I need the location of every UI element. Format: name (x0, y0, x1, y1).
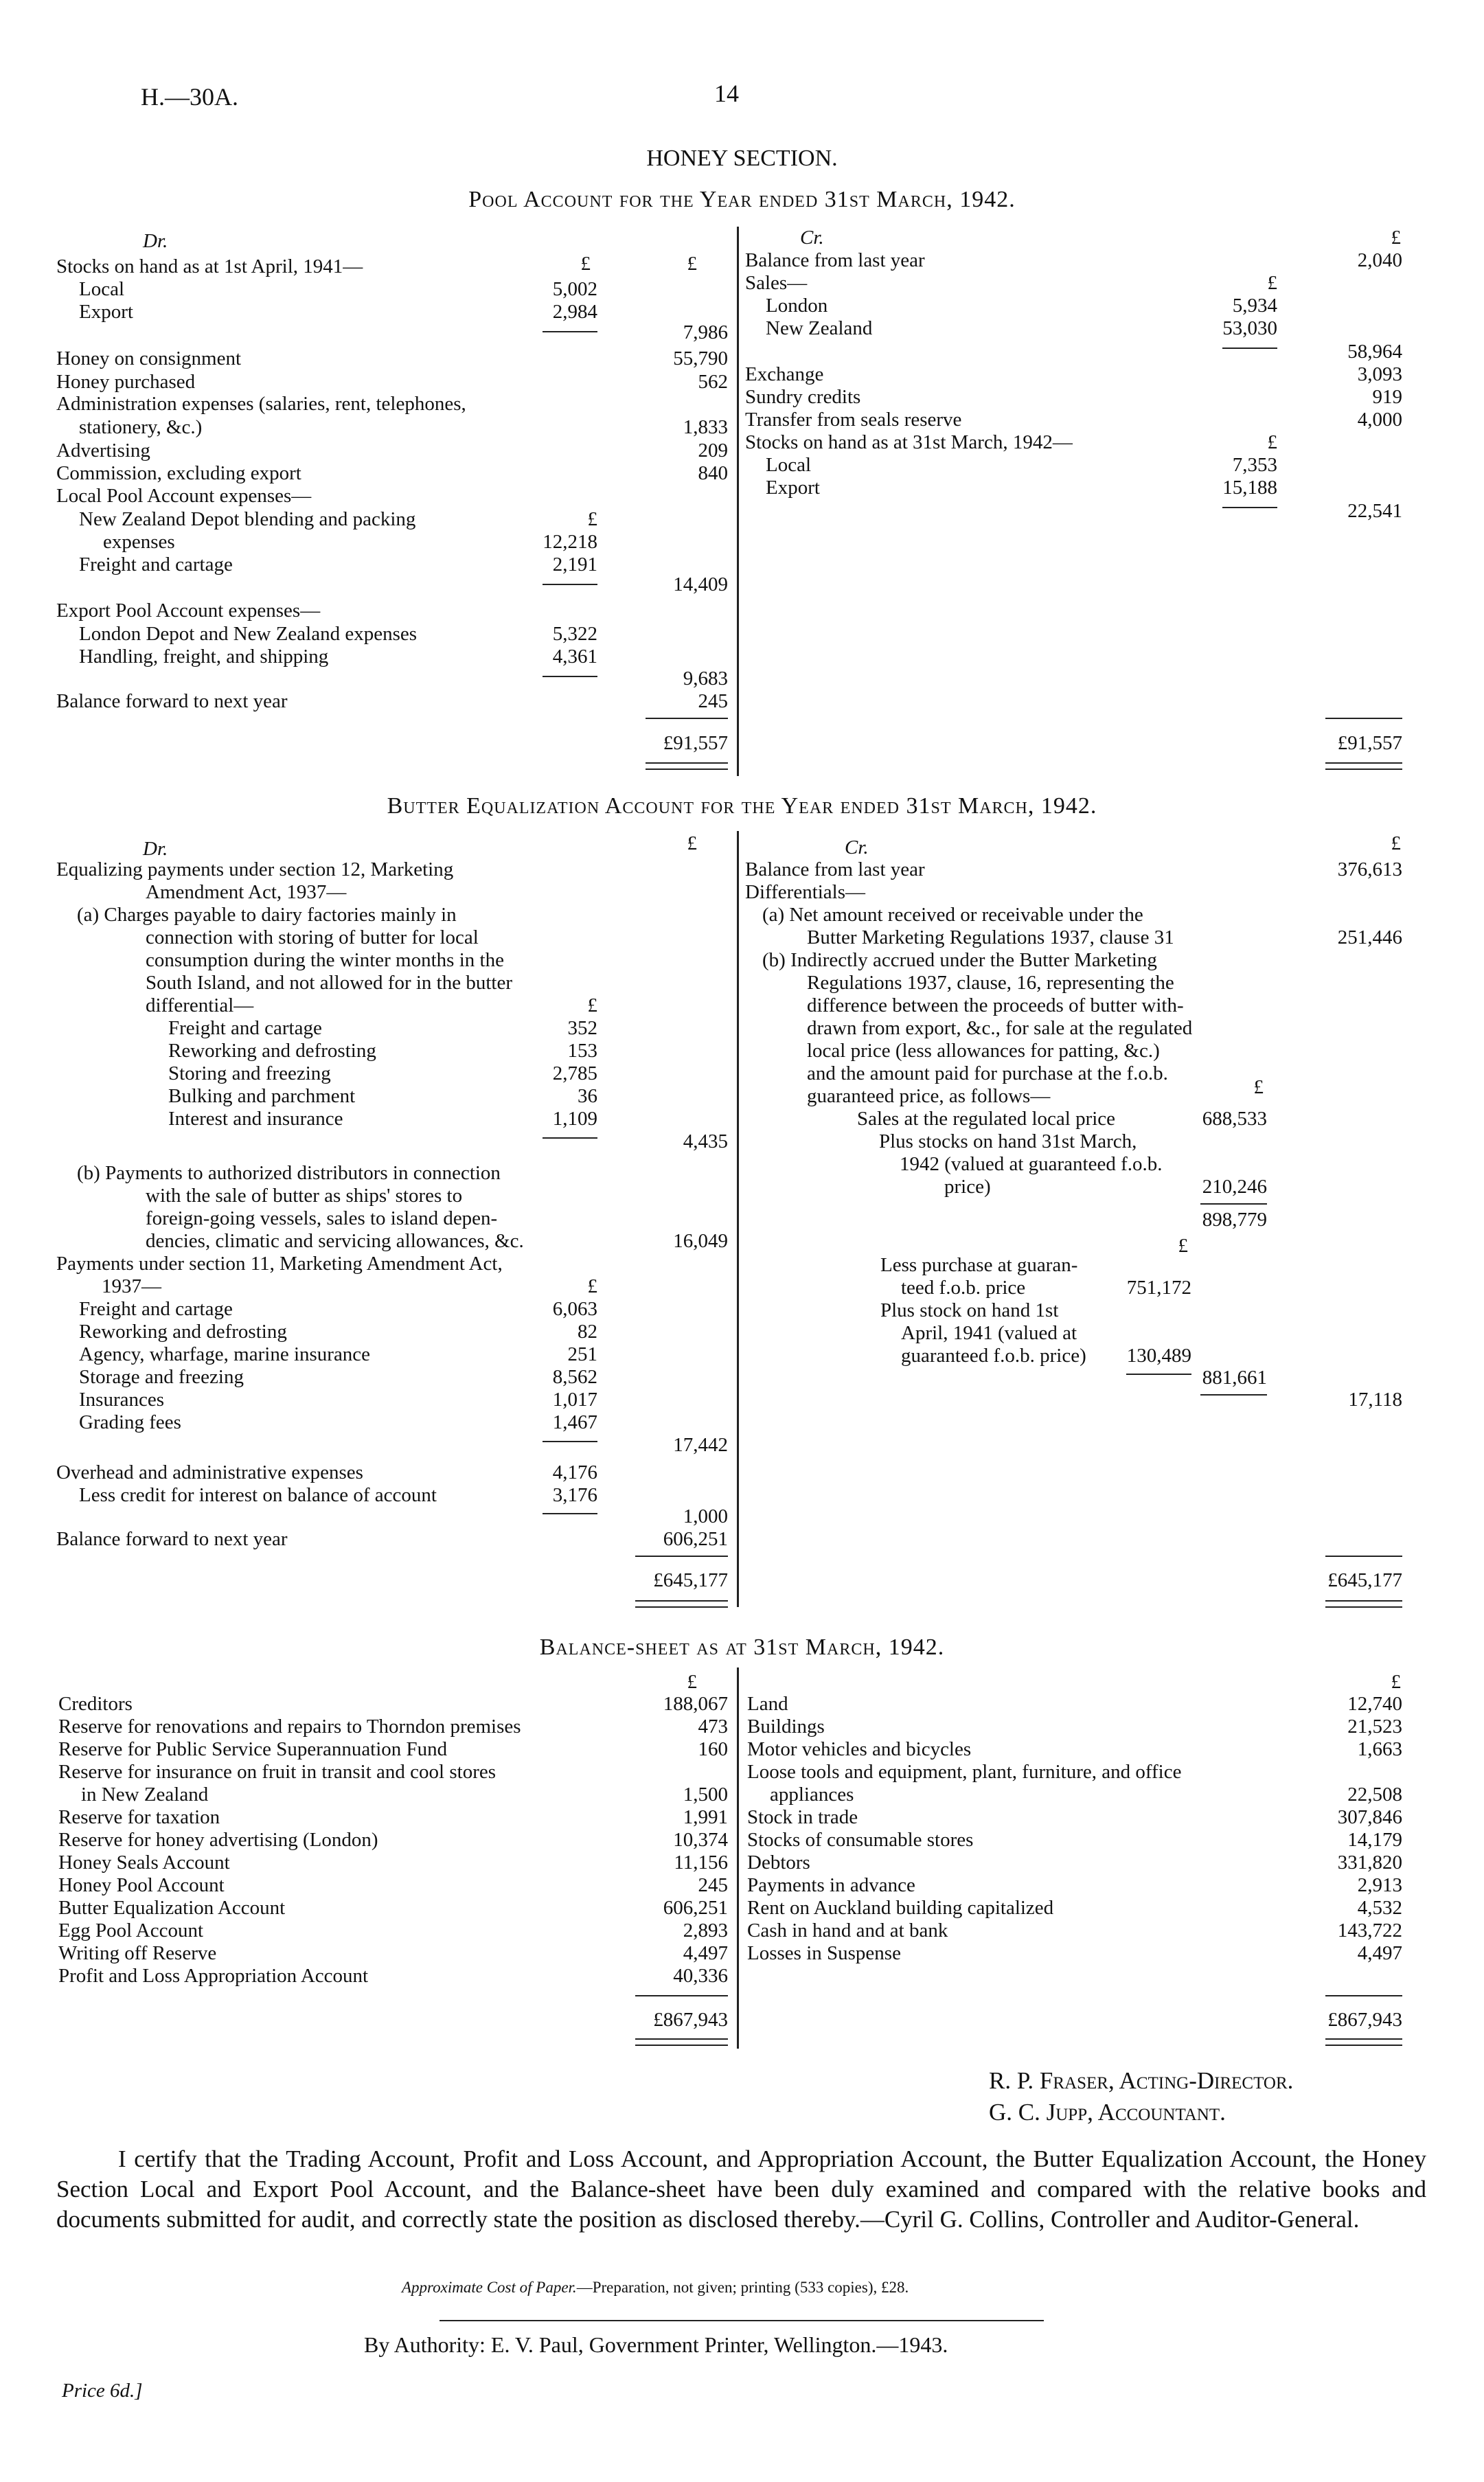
butter-dr-s11-item: Agency, wharfage, marine insurance (79, 1343, 371, 1365)
butter-dr-a-item: Freight and cartage (168, 1017, 322, 1039)
rule (1200, 1394, 1267, 1396)
pool-cr-label: Cr. (800, 227, 824, 249)
pool-cr-sales-label: Sales— (745, 272, 808, 294)
pool-cr-sales-total: 58,964 (1347, 341, 1402, 363)
butter-cr-diff-label: Differentials— (745, 881, 866, 903)
butter-cr-b-line2: Regulations 1937, clause, 16, representing the (807, 972, 1174, 994)
asset-label: Cash in hand and at bank (747, 1920, 948, 1942)
asset-label: Stock in trade (747, 1806, 858, 1828)
liability-label: Honey Seals Account (58, 1852, 230, 1874)
butter-dr-b-line1: (b) Payments to authorized distributors in connection (77, 1162, 501, 1184)
pool-cr-export-label: Export (766, 477, 820, 499)
liability-value: 11,156 (674, 1852, 728, 1874)
butter-dr-eq-line2: Amendment Act, 1937— (146, 881, 347, 903)
pool-dr-londondepot-value: 5,322 (552, 623, 597, 645)
pool-cr-pound: £ (1391, 227, 1401, 249)
pool-cr-export-value: 15,188 (1222, 477, 1277, 499)
double-rule (646, 762, 728, 770)
butter-dr-s11-item: Reworking and defrosting (79, 1321, 287, 1343)
liabilities-pound: £ (687, 1671, 697, 1693)
pool-dr-freight-label: Freight and cartage (79, 554, 233, 576)
pool-dr-local-value: 5,002 (552, 278, 597, 300)
rule (1222, 348, 1277, 349)
asset-label: Losses in Suspense (747, 1942, 901, 1964)
liability-value: 473 (698, 1716, 728, 1738)
asset-value: 1,663 (1357, 1738, 1402, 1760)
asset-label: Rent on Auckland building capitalized (747, 1897, 1054, 1919)
liability-value: 2,893 (683, 1920, 728, 1942)
liability-value: 245 (698, 1874, 728, 1896)
rule (635, 1995, 728, 1996)
double-rule (1325, 1600, 1402, 1608)
butter-dr-a-line3: consumption during the winter months in the (146, 949, 504, 971)
pool-cr-sales-pound: £ (1267, 272, 1277, 294)
pool-dr-balance-label: Balance forward to next year (56, 690, 288, 712)
liability-label: Writing off Reserve (58, 1942, 217, 1964)
pool-cr-stocks-total: 22,541 (1347, 500, 1402, 522)
pool-cr-exchange-label: Exchange (745, 363, 824, 385)
pool-dr-balance-value: 245 (698, 690, 728, 712)
butter-dr-s11-item-value: 1,017 (552, 1389, 597, 1411)
pool-dr-nzdepot-pound: £ (587, 508, 597, 530)
double-rule (635, 1600, 728, 1608)
butter-dr-total: £645,177 (653, 1569, 728, 1591)
pool-dr-export-value: 2,984 (552, 301, 597, 323)
balance-divider (737, 1667, 739, 2049)
asset-label: Debtors (747, 1852, 810, 1874)
pool-dr-label: Dr. (143, 230, 168, 252)
cost-text: —Preparation, not given; printing (533 copies), £28. (576, 2279, 909, 2296)
rule (1200, 1203, 1267, 1205)
pool-dr-handling-value: 4,361 (552, 646, 597, 668)
butter-dr-a-pound: £ (587, 994, 597, 1016)
pool-dr-advertising-label: Advertising (56, 440, 150, 462)
liability-value: 4,497 (683, 1942, 728, 1964)
butter-dr-overhead-label: Overhead and administrative expenses (56, 1461, 363, 1483)
asset-label: Motor vehicles and bicycles (747, 1738, 972, 1760)
liability-label: Reserve for taxation (58, 1806, 220, 1828)
butter-cr-a-line2: Butter Marketing Regulations 1937, clause 31 (807, 926, 1174, 948)
butter-cr-b-line3: difference between the proceeds of butter with- (807, 994, 1184, 1016)
butter-dr-a-item-value: 352 (567, 1017, 597, 1039)
butter-cr-less-line2: teed f.o.b. price (901, 1277, 1026, 1299)
butter-dr-a-item: Reworking and defrosting (168, 1040, 376, 1062)
section-title: HONEY SECTION. (646, 146, 838, 171)
butter-dr-s11-item-value: 82 (578, 1321, 597, 1343)
asset-value: 21,523 (1347, 1716, 1402, 1738)
butter-cr-plus2-line2: April, 1941 (valued at (901, 1322, 1077, 1344)
pool-dr-commission-value: 840 (698, 462, 728, 484)
rule (646, 718, 728, 719)
butter-dr-s11-item-value: 1,467 (552, 1411, 597, 1433)
liability-value: 10,374 (673, 1829, 728, 1851)
pool-cr-local-label: Local (766, 454, 812, 476)
butter-cr-plus2-line3: guaranteed f.o.b. price) (901, 1345, 1086, 1367)
butter-dr-s11-item: Storage and freezing (79, 1366, 244, 1388)
butter-cr-less-line1: Less purchase at guaran- (880, 1254, 1078, 1276)
pool-dr-exportpool-total: 9,683 (683, 668, 728, 690)
rule (1325, 718, 1402, 719)
butter-cr-total: £645,177 (1327, 1569, 1402, 1591)
pool-dr-nzdepot-line2: expenses (103, 531, 175, 553)
pool-cr-transfer-label: Transfer from seals reserve (745, 409, 962, 431)
butter-dr-lesscredit-label: Less credit for interest on balance of account (79, 1484, 437, 1506)
butter-cr-a-value: 251,446 (1337, 926, 1402, 948)
pool-dr-nzdepot-value: 12,218 (543, 531, 597, 553)
butter-cr-balance-value: 376,613 (1337, 858, 1402, 880)
double-rule (635, 2038, 728, 2046)
asset-label: Buildings (747, 1716, 825, 1738)
butter-cr-b-line1: (b) Indirectly accrued under the Butter Marketing (762, 949, 1157, 971)
butter-dr-a-item-value: 2,785 (552, 1062, 597, 1084)
signature-accountant: G. C. Jupp, Accountant. (989, 2099, 1226, 2126)
butter-dr-a-item-value: 153 (567, 1040, 597, 1062)
asset-label: Payments in advance (747, 1874, 915, 1896)
rule (543, 331, 597, 332)
balance-sheet-title: Balance-sheet as at 31st March, 1942. (539, 1635, 945, 1660)
asset-label: appliances (770, 1784, 854, 1806)
butter-dr-s11-item: Insurances (79, 1389, 165, 1411)
butter-cr-b-line4: drawn from export, &c., for sale at the regulated (807, 1017, 1193, 1039)
butter-dr-s11-total: 17,442 (673, 1434, 728, 1456)
liability-value: 188,067 (663, 1693, 728, 1715)
liability-label: Creditors (58, 1693, 133, 1715)
rule (635, 1556, 728, 1557)
liability-label: Reserve for renovations and repairs to Thorndon premises (58, 1716, 521, 1738)
pool-cr-balance-value: 2,040 (1357, 249, 1402, 271)
butter-dr-a-item-value: 36 (578, 1085, 597, 1107)
butter-cr-salesreg-value: 688,533 (1202, 1108, 1267, 1130)
pool-dr-admin-value: 1,833 (683, 416, 728, 438)
pool-dr-export-label: Export (79, 301, 133, 323)
pool-dr-handling-label: Handling, freight, and shipping (79, 646, 329, 668)
butter-dr-lesscredit-value: 3,176 (552, 1484, 597, 1506)
liability-label: Butter Equalization Account (58, 1897, 286, 1919)
rule (543, 1441, 597, 1442)
pool-dr-admin-line2: stationery, &c.) (79, 416, 203, 438)
pool-cr-stocks-label: Stocks on hand as at 31st March, 1942— (745, 431, 1073, 453)
butter-dr-s11-line1: Payments under section 11, Marketing Amendment Act, (56, 1253, 503, 1275)
pool-dr-consignment-label: Honey on consignment (56, 348, 242, 369)
pool-cr-transfer-value: 4,000 (1357, 409, 1402, 431)
butter-cr-pound: £ (1391, 832, 1401, 854)
butter-dr-a-item: Interest and insurance (168, 1108, 343, 1130)
butter-cr-label: Cr. (845, 836, 869, 858)
liability-label: in New Zealand (81, 1784, 209, 1806)
liability-value: 1,500 (683, 1784, 728, 1806)
pool-cr-total: £91,557 (1337, 732, 1402, 754)
butter-cr-plus-line1: Plus stocks on hand 31st March, (879, 1130, 1137, 1152)
rule (1126, 1374, 1191, 1375)
pool-dr-localpool-total: 14,409 (673, 573, 728, 595)
pool-divider (737, 227, 739, 776)
double-rule (1325, 2038, 1402, 2046)
asset-value: 331,820 (1337, 1852, 1402, 1874)
butter-dr-a-line5: differential— (146, 994, 254, 1016)
butter-dr-pound: £ (687, 832, 697, 854)
asset-value: 22,508 (1347, 1784, 1402, 1806)
butter-dr-b-line2: with the sale of butter as ships' stores to (146, 1185, 463, 1207)
pool-dr-stocks-total: 7,986 (683, 321, 728, 343)
liability-value: 606,251 (663, 1897, 728, 1919)
butter-cr-b-line5: local price (less allowances for patting, &c.) (807, 1040, 1160, 1062)
asset-label: Loose tools and equipment, plant, furniture, and office (747, 1761, 1182, 1783)
asset-value: 307,846 (1337, 1806, 1402, 1828)
butter-cr-salesreg-label: Sales at the regulated local price (857, 1108, 1116, 1130)
butter-dr-overhead-net: 1,000 (683, 1505, 728, 1527)
butter-dr-a-line4: South Island, and not allowed for in the butter (146, 972, 512, 994)
rule (543, 676, 597, 677)
pool-cr-nz-value: 53,030 (1222, 317, 1277, 339)
signature-director: R. P. Fraser, Acting-Director. (989, 2067, 1294, 2094)
butter-cr-plus2-line1: Plus stock on hand 1st (880, 1299, 1059, 1321)
liability-label: Profit and Loss Appropriation Account (58, 1965, 369, 1987)
pool-cr-nz-label: New Zealand (766, 317, 873, 339)
butter-cr-b-pound: £ (1253, 1076, 1264, 1098)
pool-cr-sundry-label: Sundry credits (745, 386, 861, 408)
butter-dr-b-line3: foreign-going vessels, sales to island depen- (146, 1207, 498, 1229)
asset-value: 14,179 (1347, 1829, 1402, 1851)
butter-dr-s11-item: Freight and cartage (79, 1298, 233, 1320)
butter-dr-a-item: Bulking and parchment (168, 1085, 356, 1107)
butter-cr-b-line6: and the amount paid for purchase at the f.o.b. (807, 1062, 1168, 1084)
butter-dr-a-line1: (a) Charges payable to dairy factories mainly in (77, 904, 457, 926)
asset-value: 12,740 (1347, 1693, 1402, 1715)
rule (1325, 1556, 1402, 1557)
pool-cr-balance-label: Balance from last year (745, 249, 925, 271)
assets-pound: £ (1391, 1671, 1401, 1693)
butter-title: Butter Equalization Account for the Year ended 31st March, 1942. (387, 793, 1097, 819)
pool-dr-nzdepot-line1: New Zealand Depot blending and packing (79, 508, 416, 530)
liability-label: Reserve for honey advertising (London) (58, 1829, 378, 1851)
authority-line: By Authority: E. V. Paul, Government Printer, Wellington.—1943. (364, 2332, 948, 2357)
butter-dr-a-item: Storing and freezing (168, 1062, 331, 1084)
butter-dr-s11-item-value: 251 (567, 1343, 597, 1365)
pool-dr-local-label: Local (79, 278, 125, 300)
pool-dr-purchased-value: 562 (698, 371, 728, 393)
pool-cr-exchange-value: 3,093 (1357, 363, 1402, 385)
butter-dr-balance-value: 606,251 (663, 1528, 728, 1550)
butter-dr-a-item-value: 1,109 (552, 1108, 597, 1130)
cost-note (402, 2279, 909, 2297)
butter-cr-b-line7: guaranteed price, as follows— (807, 1085, 1051, 1107)
pool-title: Pool Account for the Year ended 31st March, 1942. (468, 187, 1016, 212)
audit-certificate: I certify that the Trading Account, Profit and Loss Account, and Appropriation Account, the Butter Equalization Account, the Honey Section Local and Export Pool Account, and the Balance-sheet have been duly examined and compared with the relative books and documents submitted for audit, and correctly state the position as disclosed thereby.—Cyril G. Collins, Controller and Auditor-General. (56, 2145, 1426, 2233)
liability-label: Reserve for Public Service Superannuation Fund (58, 1738, 448, 1760)
liability-label: Egg Pool Account (58, 1920, 204, 1942)
pool-dr-admin-line1: Administration expenses (salaries, rent, telephones, (56, 393, 466, 415)
butter-cr-plus-line2: 1942 (valued at guaranteed f.o.b. (900, 1153, 1163, 1175)
butter-cr-a-line1: (a) Net amount received or receivable under the (762, 904, 1143, 926)
butter-dr-b-line4: dencies, climatic and servicing allowances, &c. (146, 1230, 524, 1252)
price-label: Price 6d.] (62, 2380, 143, 2402)
butter-dr-label: Dr. (143, 838, 168, 860)
butter-cr-subtotal: 898,779 (1202, 1209, 1267, 1231)
butter-cr-b-value: 17,118 (1348, 1389, 1402, 1411)
liability-value: 1,991 (683, 1806, 728, 1828)
pool-dr-localpool-label: Local Pool Account expenses— (56, 485, 312, 507)
rule (543, 584, 597, 585)
liability-value: 160 (698, 1738, 728, 1760)
butter-dr-s11-line2: 1937— (102, 1275, 161, 1297)
pool-dr-commission-label: Commission, excluding export (56, 462, 301, 484)
butter-dr-balance-label: Balance forward to next year (56, 1528, 288, 1550)
pool-cr-local-value: 7,353 (1232, 454, 1277, 476)
butter-cr-balance-label: Balance from last year (745, 858, 925, 880)
butter-dr-b-value: 16,049 (673, 1230, 728, 1252)
butter-divider (737, 831, 739, 1607)
document-ref: H.—30A. (141, 83, 238, 111)
pool-dr-purchased-label: Honey purchased (56, 371, 196, 393)
pool-dr-consignment-value: 55,790 (673, 348, 728, 369)
pool-dr-stocks-label: Stocks on hand as at 1st April, 1941— (56, 255, 363, 277)
butter-dr-s11-item: Grading fees (79, 1411, 181, 1433)
butter-cr-less-pound: £ (1178, 1235, 1188, 1257)
liabilities-total: £867,943 (653, 2009, 728, 2031)
butter-dr-a-total: 4,435 (683, 1130, 728, 1152)
page-number: 14 (714, 80, 739, 107)
pool-dr-pound-2: £ (687, 253, 697, 275)
asset-label: Stocks of consumable stores (747, 1829, 974, 1851)
cost-label: Approximate Cost of Paper. (402, 2279, 577, 2296)
liability-value: 40,336 (673, 1965, 728, 1987)
rule (1325, 1995, 1402, 1996)
butter-dr-s11-pound: £ (587, 1275, 597, 1297)
pool-dr-pound-1: £ (580, 253, 591, 275)
liability-label: Honey Pool Account (58, 1874, 225, 1896)
asset-label: Land (747, 1693, 788, 1715)
butter-dr-eq-line1: Equalizing payments under section 12, Marketing (56, 858, 454, 880)
double-rule (1325, 762, 1402, 770)
butter-dr-s11-item-value: 8,562 (552, 1366, 597, 1388)
butter-cr-less-value: 751,172 (1126, 1277, 1191, 1299)
liability-label: Reserve for insurance on fruit in transit and cool stores (58, 1761, 496, 1783)
pool-dr-exportpool-label: Export Pool Account expenses— (56, 600, 321, 622)
rule (543, 1137, 597, 1139)
pool-cr-london-value: 5,934 (1232, 295, 1277, 317)
asset-value: 4,532 (1357, 1897, 1402, 1919)
rule (543, 1513, 597, 1514)
assets-total: £867,943 (1327, 2009, 1402, 2031)
butter-cr-plus-line3: price) (944, 1176, 991, 1198)
butter-dr-s11-item-value: 6,063 (552, 1298, 597, 1320)
asset-value: 4,497 (1357, 1942, 1402, 1964)
pool-cr-london-label: London (766, 295, 828, 317)
butter-cr-less-total: 881,661 (1202, 1367, 1267, 1389)
pool-dr-freight-value: 2,191 (552, 554, 597, 576)
pool-cr-sundry-value: 919 (1372, 386, 1402, 408)
asset-value: 2,913 (1357, 1874, 1402, 1896)
pool-dr-total: £91,557 (663, 732, 728, 754)
footer-rule (440, 2320, 1044, 2321)
butter-dr-overhead-value: 4,176 (552, 1461, 597, 1483)
pool-cr-stocks-pound: £ (1267, 431, 1277, 453)
rule (1222, 507, 1277, 508)
butter-cr-plus2-value: 130,489 (1126, 1345, 1191, 1367)
pool-dr-londondepot-label: London Depot and New Zealand expenses (79, 623, 418, 645)
asset-value: 143,722 (1337, 1920, 1402, 1942)
butter-dr-a-line2: connection with storing of butter for local (146, 926, 479, 948)
butter-cr-plus-value: 210,246 (1202, 1176, 1267, 1198)
pool-dr-advertising-value: 209 (698, 440, 728, 462)
